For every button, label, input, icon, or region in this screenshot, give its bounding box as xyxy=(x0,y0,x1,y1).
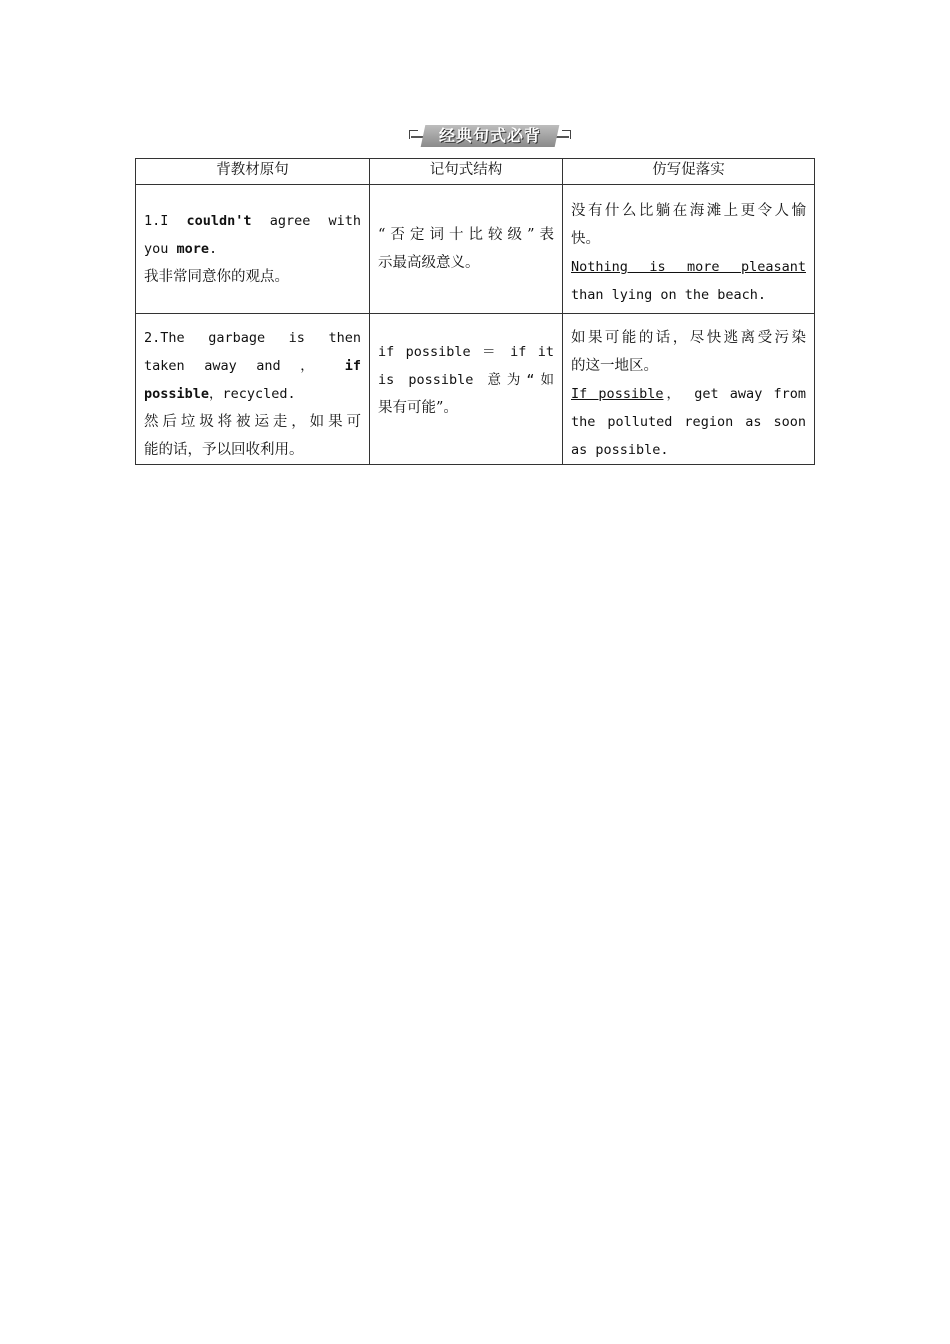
sentence-table xyxy=(135,158,815,465)
cell-practice xyxy=(563,314,815,465)
structure-line: if possible ＝ if it xyxy=(378,344,554,360)
original-line: 2.The garbage is then xyxy=(144,330,361,346)
original-translation: 能的话，予以回收利用。 xyxy=(144,442,304,458)
original-translation: 我非常同意你的观点。 xyxy=(144,269,289,285)
cell-structure xyxy=(370,185,563,314)
original-text: . xyxy=(209,241,218,257)
original-line xyxy=(144,235,361,263)
original-keyword: more xyxy=(176,241,210,257)
banner-right-bracket xyxy=(562,130,571,139)
original-text: ，recycled. xyxy=(209,386,296,402)
banner-title xyxy=(421,125,560,147)
original-line xyxy=(144,352,361,380)
practice-answer-underlined: Nothing is more pleasant xyxy=(571,259,806,275)
practice-answer: than lying on the beach. xyxy=(571,287,767,303)
structure-line: “否定词十比较级”表 xyxy=(378,227,554,243)
table-row xyxy=(136,185,815,314)
original-translation: 然后垃圾将被运走，如果可 xyxy=(144,414,361,430)
section-banner xyxy=(409,125,571,149)
practice-prompt: 的这一地区。 xyxy=(571,358,658,374)
practice-answer: as possible. xyxy=(571,442,669,458)
table-row xyxy=(136,314,815,465)
header-original: 背教材原句 xyxy=(136,159,370,185)
banner-left-bracket xyxy=(409,130,418,139)
header-structure: 记句式结构 xyxy=(370,159,563,185)
practice-prompt: 没有什么比躺在海滩上更令人愉 xyxy=(571,203,806,219)
cell-original xyxy=(136,185,370,314)
original-keyword: couldn't xyxy=(186,213,252,229)
structure-line: 示最高级意义。 xyxy=(378,255,480,271)
structure-line: is possible 意为“如 xyxy=(378,372,554,388)
original-text: you xyxy=(144,241,177,257)
practice-answer-text: ， get away from xyxy=(663,386,807,402)
practice-answer: the polluted region as soon xyxy=(571,414,806,430)
banner-title-text: 经典句式必背 xyxy=(438,126,541,145)
structure-line: 果有可能”。 xyxy=(378,400,458,416)
cell-structure xyxy=(370,314,563,465)
practice-answer xyxy=(571,380,806,408)
original-line xyxy=(144,207,361,235)
original-line xyxy=(144,380,361,408)
header-practice: 仿写促落实 xyxy=(563,159,815,185)
cell-practice xyxy=(563,185,815,314)
original-keyword: if xyxy=(344,358,361,374)
practice-prompt: 如果可能的话，尽快逃离受污染 xyxy=(571,330,806,346)
cell-original xyxy=(136,314,370,465)
original-text: 1.I xyxy=(144,213,187,229)
table-header-row xyxy=(136,159,815,185)
original-keyword: possible xyxy=(144,386,210,402)
practice-answer-underlined: If possible xyxy=(571,386,664,402)
original-text: agree with xyxy=(251,213,361,229)
practice-prompt: 快。 xyxy=(571,231,600,247)
original-text: taken away and ， xyxy=(144,358,345,374)
